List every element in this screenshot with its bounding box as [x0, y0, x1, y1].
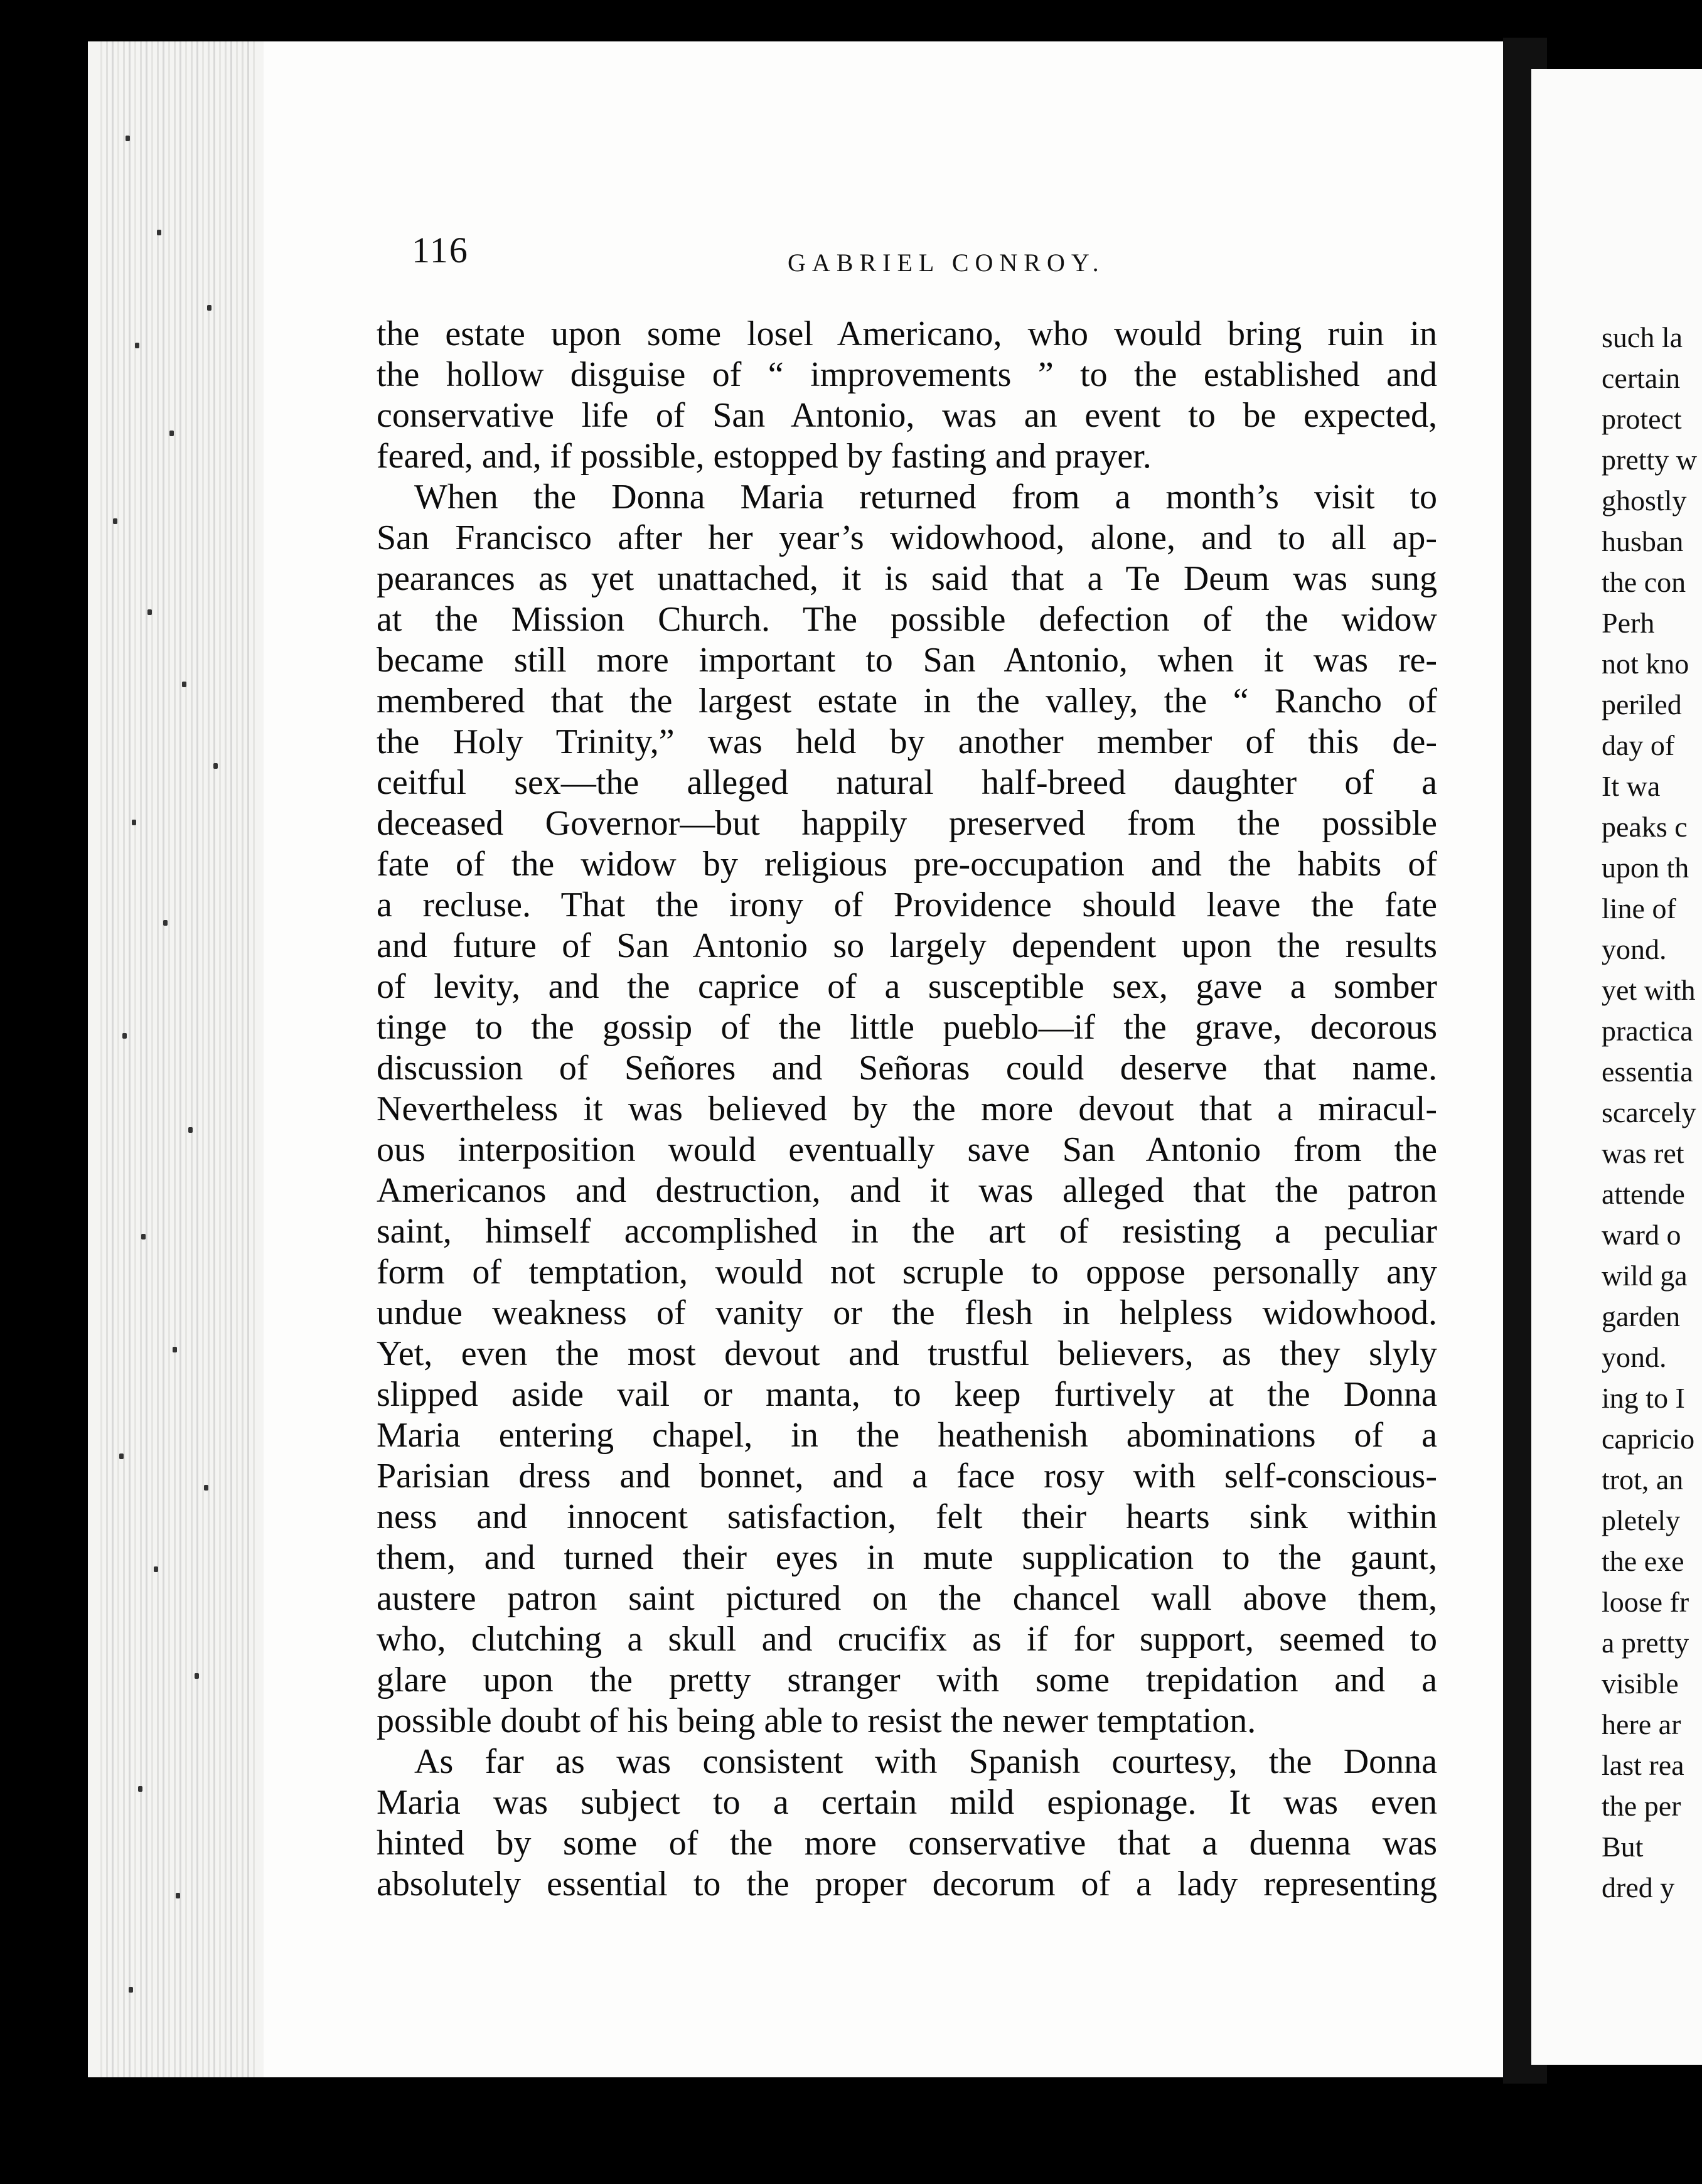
paper-speck	[169, 431, 174, 436]
text-line: them, and turned their eyes in mute supplication to the gaunt,	[377, 1538, 1437, 1577]
paper-speck	[188, 1127, 193, 1133]
text-line: Yet, even the most devout and trustful believers, as they slyly	[377, 1334, 1437, 1373]
right-page-line: dred y	[1602, 1871, 1675, 1903]
text-line: fate of the widow by religious pre-occupation and the habits of	[377, 845, 1437, 884]
right-page-line: husban	[1602, 525, 1684, 557]
right-page-line: periled	[1602, 688, 1682, 720]
page-edge-line	[157, 41, 159, 2077]
text-line: pearances as yet unattached, it is said that a Te Deum was sung	[377, 559, 1437, 598]
paper-speck	[163, 920, 168, 926]
page-edge-line	[202, 41, 204, 2077]
text-line: the Holy Trinity,” was held by another member of this de-	[377, 722, 1437, 761]
text-line: glare upon the pretty stranger with some trepidation and a	[377, 1661, 1437, 1700]
right-page-line: pretty w	[1602, 444, 1698, 476]
text-line: and future of San Antonio so largely dependent upon the results	[377, 926, 1437, 965]
page-edges	[88, 41, 264, 2077]
right-page-line: was ret	[1602, 1137, 1684, 1169]
right-page-line: the exe	[1602, 1545, 1684, 1577]
page-edge-line	[179, 41, 181, 2077]
paper-speck	[141, 1234, 146, 1239]
text-line: absolutely essential to the proper decorum of a lady representing	[377, 1865, 1437, 1903]
page-edge-line	[117, 41, 119, 2077]
paper-speck	[182, 682, 186, 687]
right-page-line: line of	[1602, 892, 1676, 924]
paper-speck	[213, 763, 218, 769]
text-line: Maria entering chapel, in the heathenish abominations of a	[377, 1416, 1437, 1455]
text-line: discussion of Señores and Señoras could deserve that name.	[377, 1049, 1437, 1088]
text-line: membered that the largest estate in the valley, the “ Rancho of	[377, 682, 1437, 720]
text-line: San Francisco after her year’s widowhood, alone, and to all ap-	[377, 518, 1437, 557]
text-line: the hollow disguise of “ improvements ” to the established and	[377, 355, 1437, 394]
right-page-line: here ar	[1602, 1708, 1681, 1740]
paper-speck	[119, 1453, 124, 1459]
right-page-line: the per	[1602, 1790, 1681, 1822]
text-line: slipped aside vail or manta, to keep furtively at the Donna	[377, 1375, 1437, 1414]
paper-speck	[173, 1347, 177, 1352]
page-edge-line	[247, 41, 249, 2077]
right-page-line: yond.	[1602, 1341, 1667, 1373]
page-edge-line	[185, 41, 187, 2077]
text-line: ous interposition would eventually save San Antonio from the	[377, 1130, 1437, 1169]
right-page-line: scarcely	[1602, 1096, 1696, 1128]
right-page-text	[1602, 317, 1697, 1908]
right-page-line: It wa	[1602, 770, 1661, 802]
right-page-line: practica	[1602, 1015, 1693, 1047]
paper-speck	[132, 820, 136, 825]
text-line: conservative life of San Antonio, was an event to be expected,	[377, 396, 1437, 435]
right-page-line: garden	[1602, 1300, 1681, 1332]
right-page-line: not kno	[1602, 648, 1689, 680]
page-edge-line	[219, 41, 221, 2077]
paper-speck	[135, 343, 139, 348]
text-line: tinge to the gossip of the little pueblo—if the grave, decorous	[377, 1008, 1437, 1047]
page-edge-line	[129, 41, 131, 2077]
right-page-line: wild ga	[1602, 1260, 1688, 1292]
right-page-line: essentia	[1602, 1056, 1693, 1088]
paper-speck	[113, 518, 117, 524]
text-line: possible doubt of his being able to resist the newer temptation.	[377, 1701, 1256, 1740]
right-page-line: trot, an	[1602, 1464, 1684, 1496]
page-edge-line	[100, 41, 102, 2077]
page-number: 116	[412, 230, 469, 270]
text-line: ness and innocent satisfaction, felt their hearts sink within	[377, 1497, 1437, 1536]
right-page-line: such la	[1602, 321, 1683, 353]
text-line: the estate upon some losel Americano, who would bring ruin in	[377, 314, 1437, 353]
right-page-line: loose fr	[1602, 1586, 1689, 1618]
page-edge-line	[225, 41, 227, 2077]
body-text	[377, 314, 1437, 1905]
page-edge-line	[168, 41, 170, 2077]
text-line: Parisian dress and bonnet, and a face rosy with self-conscious-	[377, 1457, 1437, 1496]
paper-speck	[129, 1987, 133, 1993]
right-page-line: certain	[1602, 362, 1681, 394]
text-line: a recluse. That the irony of Providence should leave the fate	[377, 886, 1437, 924]
right-page-line: upon th	[1602, 852, 1689, 884]
right-page-line: visible	[1602, 1667, 1679, 1700]
page-edge-line	[151, 41, 153, 2077]
right-page-line: ghostly	[1602, 484, 1687, 517]
right-page-line: the con	[1602, 566, 1686, 598]
right-page-line: capricio	[1602, 1423, 1695, 1455]
text-line: As far as was consistent with Spanish courtesy, the Donna	[414, 1742, 1437, 1781]
page-edge-line	[112, 41, 114, 2077]
paper-speck	[126, 136, 130, 141]
page-edge-line	[163, 41, 164, 2077]
text-line: of levity, and the caprice of a susceptible sex, gave a somber	[377, 967, 1437, 1006]
paper-speck	[207, 305, 211, 311]
right-page-line: ing to I	[1602, 1382, 1685, 1414]
page-edge-line	[123, 41, 125, 2077]
page-edge-line	[196, 41, 198, 2077]
paper-speck	[147, 609, 152, 615]
right-page-line: ward o	[1602, 1219, 1681, 1251]
page-edge-line	[140, 41, 142, 2077]
text-line: form of temptation, would not scruple to oppose personally any	[377, 1253, 1437, 1292]
text-line: deceased Governor—but happily preserved from the possible	[377, 804, 1437, 843]
text-line: ceitful sex—the alleged natural half-breed daughter of a	[377, 763, 1437, 802]
right-page-line: protect	[1602, 403, 1682, 435]
right-page-line: pletely	[1602, 1504, 1681, 1536]
text-line: Maria was subject to a certain mild espionage. It was even	[377, 1783, 1437, 1822]
paper-speck	[157, 230, 161, 235]
right-page-line: Perh	[1602, 607, 1655, 639]
page-edge-line	[191, 41, 193, 2077]
running-title: GABRIEL CONROY.	[788, 249, 1105, 277]
right-page-line: attende	[1602, 1178, 1685, 1210]
text-line: became still more important to San Antonio, when it was re-	[377, 641, 1437, 680]
right-page-line: yond.	[1602, 933, 1667, 965]
page-edge-line	[106, 41, 108, 2077]
text-line: feared, and, if possible, estopped by fasting and prayer.	[377, 437, 1152, 476]
page-edge-line	[230, 41, 232, 2077]
page-edge-line	[213, 41, 215, 2077]
text-line: Americanos and destruction, and it was alleged that the patron	[377, 1171, 1437, 1210]
text-line: When the Donna Maria returned from a month’s visit to	[414, 478, 1437, 517]
right-page-line: yet with	[1602, 974, 1696, 1006]
paper-speck	[204, 1485, 208, 1491]
text-line: saint, himself accomplished in the art of resisting a peculiar	[377, 1212, 1437, 1251]
text-line: at the Mission Church. The possible defection of the widow	[377, 600, 1437, 639]
page-edge-line	[242, 41, 244, 2077]
right-page-line: day of	[1602, 729, 1675, 761]
paper-speck	[122, 1033, 127, 1039]
paper-speck	[154, 1566, 158, 1572]
page-edge-line	[174, 41, 176, 2077]
paper-speck	[138, 1786, 142, 1792]
right-page-line: But	[1602, 1831, 1644, 1863]
paper-speck	[176, 1893, 180, 1898]
page-edge-line	[236, 41, 238, 2077]
right-page-line: last rea	[1602, 1749, 1684, 1781]
page-edge-line	[146, 41, 147, 2077]
text-line: hinted by some of the more conservative that a duenna was	[377, 1824, 1437, 1863]
text-line: undue weakness of vanity or the flesh in helpless widowhood.	[377, 1293, 1437, 1332]
text-line: who, clutching a skull and crucifix as if for support, seemed to	[377, 1620, 1437, 1659]
text-line: austere patron saint pictured on the chancel wall above them,	[377, 1579, 1437, 1618]
right-page-line: peaks c	[1602, 811, 1688, 843]
text-line: Nevertheless it was believed by the more devout that a miracul-	[377, 1089, 1437, 1128]
page-edge-line	[253, 41, 255, 2077]
paper-speck	[195, 1673, 199, 1679]
page-edge-line	[208, 41, 210, 2077]
right-page-line: a pretty	[1602, 1627, 1689, 1659]
